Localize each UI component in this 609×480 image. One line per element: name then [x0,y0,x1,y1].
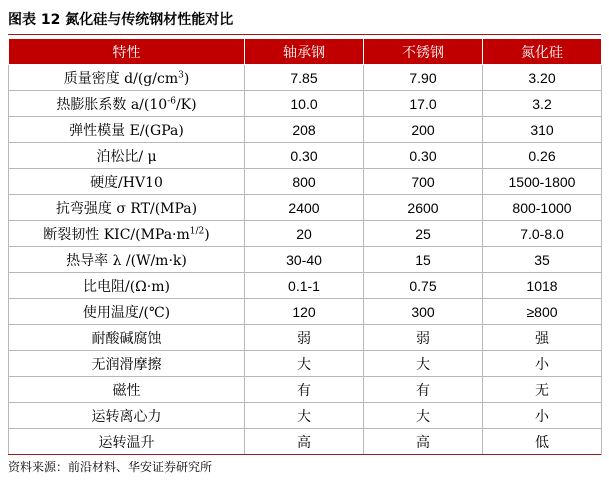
row-label-text: 比电阻/(Ω·m) [83,278,170,295]
table-cell: 0.30 [245,143,364,169]
table-cell: 300 [364,299,483,325]
table-cell: 小 [483,351,602,377]
table-cell: 0.30 [364,143,483,169]
table-cell: 0.1-1 [245,273,364,299]
row-label-text: 磁性 [112,382,141,399]
row-label-text: 运转温升 [98,434,155,451]
table-cell: 强 [483,325,602,351]
row-label [9,91,245,117]
row-label [9,169,245,195]
row-label-superscript: 1/2 [189,225,205,236]
row-label-suffix: /K) [175,96,197,113]
table-row [9,169,602,195]
table-row [9,117,602,143]
row-label [9,273,245,299]
table-cell: 高 [245,429,364,455]
row-label-text: 抗弯强度 σ RT/(MPa) [55,200,198,217]
table-header-row [9,39,602,65]
row-label [9,65,245,91]
comparison-table [8,38,602,455]
table-cell: 弱 [245,325,364,351]
table-cell: 7.85 [245,65,364,91]
table-cell: 2600 [364,195,483,221]
table-cell: 25 [364,221,483,247]
row-label [9,351,245,377]
row-label [9,299,245,325]
row-label-superscript: 3 [178,69,184,80]
column-header: 轴承钢 [245,39,364,65]
table-cell: 7.90 [364,65,483,91]
table-cell: 200 [364,117,483,143]
column-header: 不锈钢 [364,39,483,65]
table-row [9,195,602,221]
table-cell: 15 [364,247,483,273]
row-label-text: 弹性模量 E/(GPa) [69,122,184,139]
column-header: 氮化硅 [483,39,602,65]
table-cell: 2400 [245,195,364,221]
table-cell: 大 [245,403,364,429]
table-cell: 小 [483,403,602,429]
table-body [9,65,602,455]
table-cell: 3.20 [483,65,602,91]
row-label [9,377,245,403]
table-cell: 大 [364,351,483,377]
table-cell: 0.26 [483,143,602,169]
row-label [9,247,245,273]
table-cell: 800-1000 [483,195,602,221]
source-note: 资料来源：前沿材料、华安证券研究所 [8,460,213,474]
row-label-text: 质量密度 d/(g/cm [63,70,179,87]
row-label-suffix: ) [183,70,190,87]
table-cell: 无 [483,377,602,403]
table-row [9,351,602,377]
table-cell: 20 [245,221,364,247]
table-cell: 1500-1800 [483,169,602,195]
row-label-text: 使用温度/(℃) [82,304,171,321]
table-cell: 低 [483,429,602,455]
bottom-divider [8,454,601,455]
row-label-text: 泊松比/ μ [96,148,157,165]
table-cell: 大 [364,403,483,429]
table-cell: 0.75 [364,273,483,299]
table-cell: 700 [364,169,483,195]
table-cell: 3.2 [483,91,602,117]
table-row [9,299,602,325]
row-label [9,403,245,429]
row-label-text: 硬度/HV10 [90,174,163,191]
table-cell: 7.0-8.0 [483,221,602,247]
column-header: 特性 [9,39,245,65]
table-cell: 大 [245,351,364,377]
table-row [9,247,602,273]
table-cell: 310 [483,117,602,143]
row-label-text: 运转离心力 [91,408,162,425]
table-row [9,143,602,169]
table-row [9,325,602,351]
table-cell: 有 [364,377,483,403]
figure-title: 图表 12 氮化硅与传统钢材性能对比 [8,12,234,28]
row-label [9,117,245,143]
title-divider [8,34,601,35]
table-cell: 1018 [483,273,602,299]
table-cell: 10.0 [245,91,364,117]
row-label-suffix: ) [204,226,210,243]
table-cell: 30-40 [245,247,364,273]
table-cell: 高 [364,429,483,455]
table-cell: ≥800 [483,299,602,325]
row-label [9,429,245,455]
row-label [9,221,245,247]
row-label [9,143,245,169]
row-label-text: 断裂韧性 KIC/(MPa·m [43,226,190,243]
table-row [9,403,602,429]
row-label-text: 热膨胀系数 a/(10 [56,96,168,113]
table-cell: 35 [483,247,602,273]
table-row [9,273,602,299]
row-label [9,325,245,351]
table-row [9,65,602,91]
row-label-superscript: -6 [167,95,176,106]
row-label [9,195,245,221]
table-cell: 弱 [364,325,483,351]
table-row [9,429,602,455]
table-row [9,91,602,117]
row-label-text: 耐酸碱腐蚀 [91,330,162,347]
table-row [9,377,602,403]
row-label-text: 无润滑摩擦 [91,356,162,373]
table-cell: 208 [245,117,364,143]
table-cell: 有 [245,377,364,403]
row-label-text: 热导率 λ /(W/m·k) [66,252,187,269]
table-cell: 17.0 [364,91,483,117]
table-cell: 800 [245,169,364,195]
table-row [9,221,602,247]
table-cell: 120 [245,299,364,325]
